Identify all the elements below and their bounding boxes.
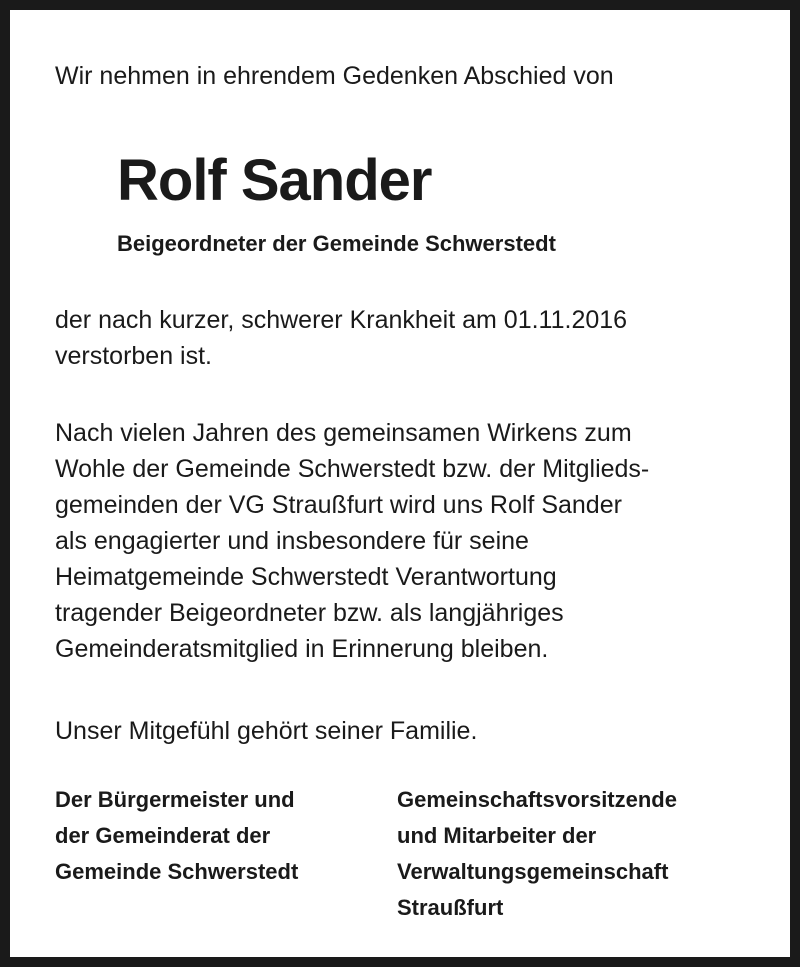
signature-line: Straußfurt — [397, 895, 504, 920]
signature-right — [397, 782, 677, 926]
signature-line: Gemeinschaftsvorsitzende — [397, 787, 677, 812]
signature-line: Der Bürgermeister und — [55, 787, 295, 812]
signature-left — [55, 782, 298, 890]
text-line: Wohle der Gemeinde Schwerstedt bzw. der Mitglieds- — [55, 455, 650, 483]
deceased-role: Beigeordneter der Gemeinde Schwerstedt — [117, 231, 556, 256]
signature-line: Gemeinde Schwerstedt — [55, 859, 299, 884]
death-paragraph — [55, 302, 627, 374]
text-line: tragender Beigeordneter bzw. als langjähriges — [55, 599, 564, 627]
condolence-paragraph — [55, 713, 477, 749]
text-line: Gemeinderatsmitglied in Erinnerung bleiben. — [55, 635, 549, 663]
text-line: gemeinden der VG Straußfurt wird uns Rolf Sander — [55, 491, 622, 519]
text-line: Nach vielen Jahren des gemeinsamen Wirkens zum — [55, 419, 632, 447]
text-line: verstorben ist. — [55, 342, 213, 370]
text-line: als engagierter und insbesondere für seine — [55, 527, 529, 555]
text-line: der nach kurzer, schwerer Krankheit am 01.11.2016 — [55, 306, 628, 334]
tribute-paragraph — [55, 415, 649, 667]
signature-line: Verwaltungsgemeinschaft — [397, 859, 669, 884]
deceased-name: Rolf Sander — [117, 148, 432, 213]
signature-line: der Gemeinderat der — [55, 823, 271, 848]
text-line: Unser Mitgefühl gehört seiner Familie. — [55, 717, 478, 745]
signature-line: und Mitarbeiter der — [397, 823, 597, 848]
text-line: Heimatgemeinde Schwerstedt Verantwortung — [55, 563, 557, 591]
intro-text: Wir nehmen in ehrendem Gedenken Abschied von — [55, 62, 614, 90]
